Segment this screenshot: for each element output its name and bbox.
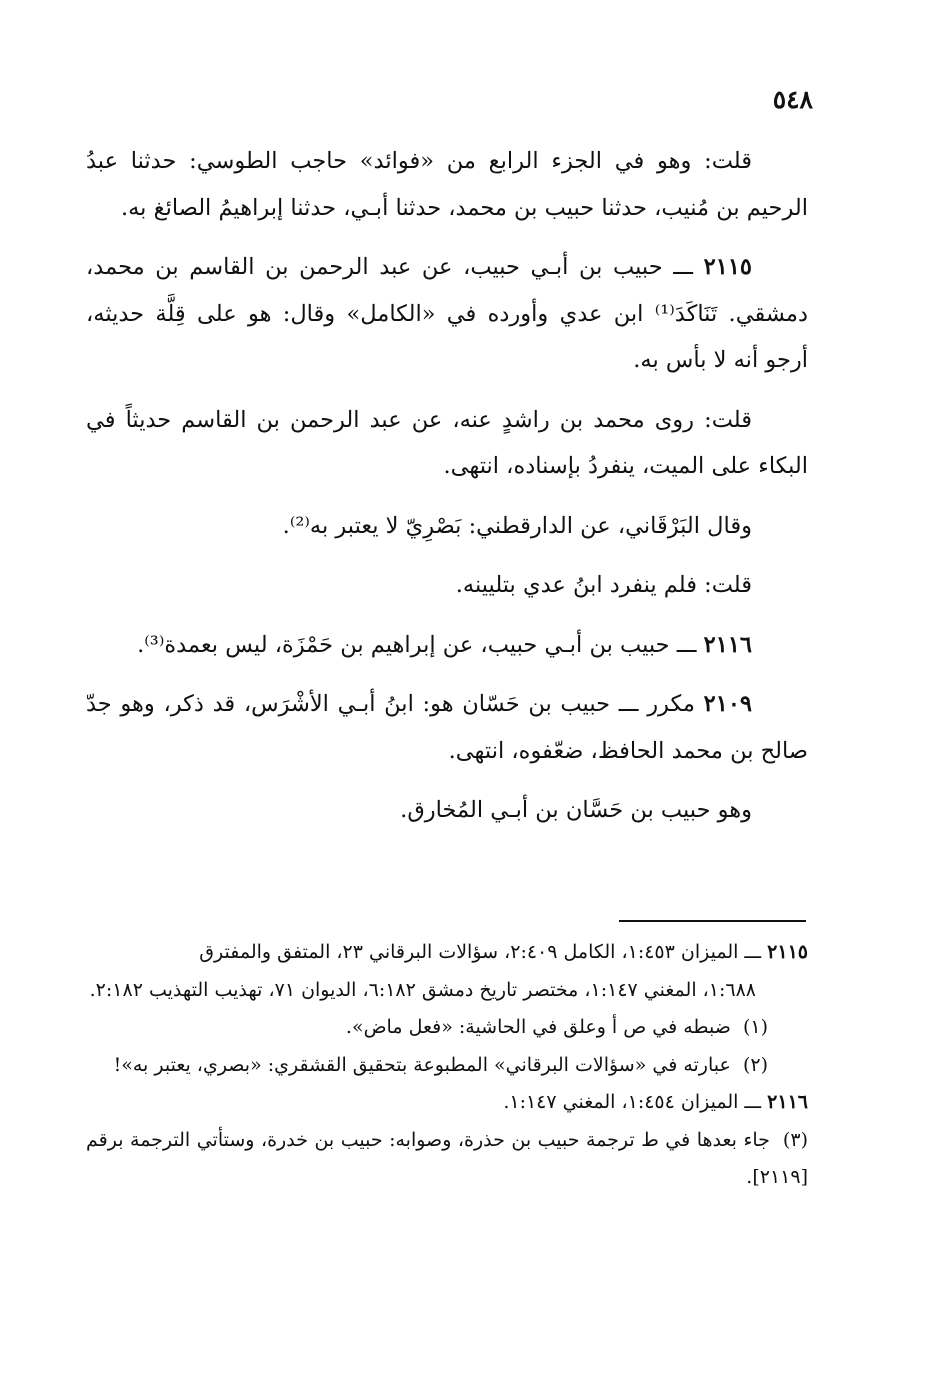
- footnote-text-continued: ١:٦٨٨، المغني ١:١٤٧، مختصر تاريخ دمشق ٦:١٨٢، الديوان ٧١، تهذيب التهذيب ٢:١٨٢.: [89, 978, 756, 1001]
- paragraph-text: وقال البَرْقَاني، عن الدارقطني: بَصْرِيّ لا يعتبر به⁽²⁾.: [282, 512, 752, 539]
- entry-paragraph: [86, 622, 808, 669]
- paragraph-text: مكرر ـــ حبيب بن حَسّان هو: ابنُ أبـي الأشْرَس، قد ذكر، وهو جدّ صالح بن محمد الحافظ، ضعّفوه، انتهى.: [86, 691, 808, 764]
- paragraph-text: قلت: وهو في الجزء الرابع من «فوائد» حاجب الطوسي: حدثنا عبدُ الرحيم بن مُنيب، حدثنا حبيب بن محمد، حدثنا أبـي، حدثنا إبراهيمُ الصائغ به.: [86, 148, 808, 221]
- footnote: [86, 1122, 808, 1197]
- footnote-text: ضبطه في ص أ وعلق في الحاشية: «فعل ماض».: [345, 1016, 731, 1038]
- paragraph-text: وهو حبيب بن حَسَّان بن أبـي المُخارق.: [400, 797, 752, 823]
- footnote-text: عبارته في «سؤالات البرقاني» المطبوعة بتحقيق القشقري: «بصري، يعتبر به»!: [113, 1053, 731, 1076]
- entry-paragraph: [86, 681, 808, 774]
- paragraph: [86, 787, 808, 834]
- footnote-divider: [619, 920, 806, 922]
- paragraph-text: ـــ حبيب بن أبـي حبيب، عن عبد الرحمن بن القاسم بن محمد، دمشقي. تَنَاكَدَ⁽¹⁾ ابن عدي وأورده في «الكامل» وقال: هو على قِلَّة حديثه، أرجو أنه لا بأس به.: [86, 254, 808, 373]
- paragraph-text: قلت: روى محمد بن راشدٍ عنه، عن عبد الرحمن بن القاسم حديثاً في البكاء على الميت، ينفردُ بإسناده، انتهى.: [86, 406, 808, 479]
- entry-number: ٢١١٦: [703, 631, 752, 658]
- footnote-text: جاء بعدها في ط ترجمة حبيب بن حذرة، وصوابه: حبيب بن خدرة، وستأتي الترجمة برقم [٢١١٩].: [86, 1128, 808, 1188]
- footnote-number: (١): [742, 1016, 768, 1038]
- main-text: [86, 138, 808, 847]
- entry-number: ٢١٠٩: [703, 691, 752, 717]
- paragraph: [86, 503, 808, 550]
- footnotes: [86, 934, 808, 1197]
- page-number: ٥٤٨: [772, 85, 813, 114]
- footnote: [86, 1009, 808, 1047]
- paragraph: [86, 397, 808, 490]
- paragraph-text: ـــ حبيب بن أبـي حبيب، عن إبراهيم بن حَمْزَة، ليس بعمدة⁽³⁾.: [137, 631, 697, 658]
- paragraph: [86, 138, 808, 231]
- footnote-sources: [86, 934, 808, 1009]
- entry-number: ٢١١٥: [703, 254, 752, 280]
- paragraph-text: قلت: فلم ينفرد ابنُ عدي بتليينه.: [455, 572, 752, 598]
- footnote: [86, 1047, 808, 1085]
- footnote-text: ـــ الميزان ١:٤٥٤، المغني ١:١٤٧.: [503, 1091, 762, 1113]
- footnote-entry-number: ٢١١٦: [767, 1091, 808, 1113]
- footnote-entry-number: ٢١١٥: [767, 941, 808, 963]
- entry-paragraph: [86, 244, 808, 384]
- footnote-text: ـــ الميزان ١:٤٥٣، الكامل ٢:٤٠٩، سؤالات البرقاني ٢٣، المتفق والمفترق: [199, 941, 762, 963]
- footnote-number: (٢): [742, 1053, 768, 1076]
- paragraph: [86, 562, 808, 609]
- footnote-sources: [86, 1084, 808, 1122]
- footnote-number: (٣): [782, 1128, 808, 1151]
